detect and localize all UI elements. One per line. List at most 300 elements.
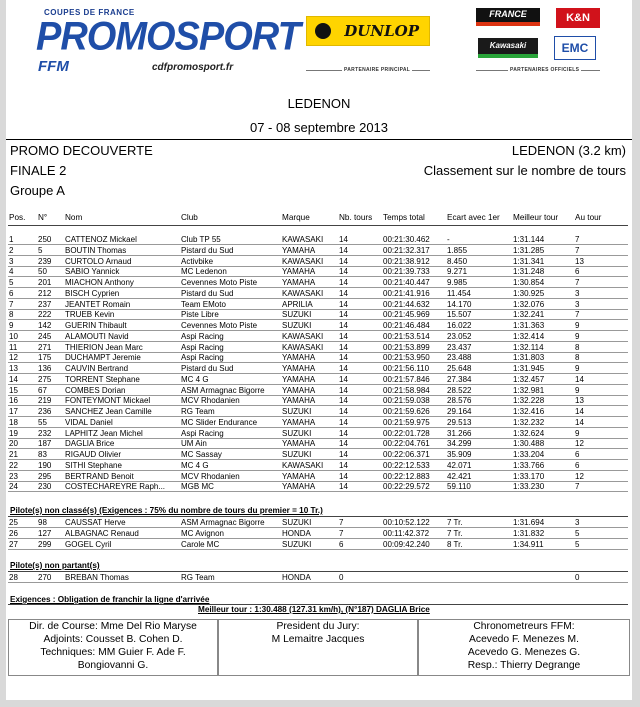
col-brand: YAMAHA	[282, 385, 316, 395]
col-laps: 14	[339, 245, 348, 255]
col-name: BISCH Cyprien	[65, 288, 120, 298]
col-number: 232	[38, 428, 52, 438]
track-info: LEDENON (3.2 km)	[511, 143, 626, 158]
col-laps: 7	[339, 518, 344, 527]
col-pos: 14	[9, 374, 18, 384]
event-dates: 07 - 08 septembre 2013	[249, 120, 389, 135]
col-best-lap-number: 7	[575, 278, 580, 287]
col-best-lap-number: 9	[575, 428, 580, 438]
col-pos: 8	[9, 310, 14, 320]
col-number: 127	[38, 528, 52, 538]
col-total-time: 00:21:59.626	[383, 407, 430, 416]
col-best-lap-number: 9	[575, 364, 580, 373]
col-laps: 14	[339, 428, 348, 438]
col-best-lap: 1:31.341	[513, 256, 545, 266]
col-brand: KAWASAKI	[282, 331, 324, 341]
col-gap: 29.513	[447, 417, 472, 427]
col-gap: 23.488	[447, 353, 472, 363]
col-total-time: 00:21:45.969	[383, 310, 430, 320]
col-club: Cevennes Moto Piste	[181, 321, 258, 330]
col-number: 270	[38, 573, 52, 582]
col-brand: YAMAHA	[282, 439, 316, 449]
col-name: ALBAGNAC Renaud	[65, 528, 139, 538]
col-gap: 9.985	[447, 278, 468, 287]
col-best-lap: 1:32.241	[513, 310, 545, 320]
col-total-time: 00:11:42.372	[383, 528, 430, 538]
col-best-lap-number: 14	[575, 407, 584, 416]
timekeepers-1: Acevedo F. Menezes M.	[469, 634, 579, 645]
results-sheet	[6, 0, 632, 700]
col-club: MCV Rhodanien	[181, 396, 240, 406]
col-brand: KAWASAKI	[282, 288, 324, 298]
col-brand: KAWASAKI	[282, 256, 324, 266]
col-gap: 23.052	[447, 331, 472, 341]
col-pos: 28	[9, 573, 18, 582]
col-brand: SUZUKI	[282, 539, 312, 549]
col-total-time: 00:21:59.975	[383, 417, 430, 427]
col-laps: 14	[339, 321, 348, 330]
col-best-lap: 1:31.248	[513, 267, 545, 277]
col-best-lap: 1:32.414	[513, 331, 545, 341]
col-best-lap: 1:32.416	[513, 407, 545, 416]
col-gap: 9.271	[447, 267, 468, 277]
col-gap: 29.164	[447, 407, 472, 416]
col-number: 275	[38, 374, 52, 384]
jury-president: M Lemaitre Jacques	[271, 634, 365, 645]
col-club: Aspi Racing	[181, 353, 224, 363]
col-name: SABIO Yannick	[65, 267, 120, 277]
col-pos: 11	[9, 342, 18, 352]
col-brand: SUZUKI	[282, 321, 312, 330]
col-name: CATTENOZ Mickael	[65, 235, 137, 244]
col-best-lap-number: 9	[575, 385, 580, 395]
col-total-time: 00:21:59.038	[383, 396, 430, 406]
col-pos: 1	[9, 235, 14, 244]
col-total-time: 00:22:04.761	[383, 439, 430, 449]
col-gap: 59.110	[447, 482, 471, 492]
col-club-header: Club	[181, 213, 198, 222]
col-name: CAUVIN Bertrand	[65, 364, 129, 373]
classification-type: Classement sur le nombre de tours	[423, 163, 626, 178]
col-name: COMBES Dorian	[65, 385, 126, 395]
col-name: BREBAN Thomas	[65, 573, 129, 582]
col-number: 237	[38, 299, 52, 309]
col-name: BOUTIN Thomas	[65, 245, 127, 255]
col-pos: 21	[9, 450, 18, 459]
col-club: Aspi Racing	[181, 331, 224, 341]
col-name: THIERION Jean Marc	[65, 342, 143, 352]
france-equipement-text: FRANCE	[489, 9, 527, 19]
col-club: Piste Libre	[181, 310, 219, 320]
col-total-time: 00:21:41.916	[383, 288, 430, 298]
col-best-lap: 1:31.694	[513, 518, 545, 527]
col-name: TORRENT Stephane	[65, 374, 140, 384]
col-brand: YAMAHA	[282, 267, 316, 277]
col-best-lap-number: 12	[575, 439, 584, 449]
col-gap: 42.421	[447, 471, 472, 481]
col-club: MC Sassay	[181, 450, 222, 459]
logo-tagline: COUPES DE FRANCE	[44, 8, 135, 17]
col-laps: 7	[339, 528, 344, 538]
col-brand: YAMAHA	[282, 353, 316, 363]
col-club: MC Avignon	[181, 528, 224, 538]
col-gap: 16.022	[447, 321, 472, 330]
col-pos: 27	[9, 539, 18, 549]
col-total-time: 00:22:06.371	[383, 450, 430, 459]
col-gap: 42.071	[447, 460, 472, 470]
col-total-time: 00:22:12.533	[383, 460, 430, 470]
col-brand: HONDA	[282, 573, 311, 582]
col-pos: 16	[9, 396, 18, 406]
col-gap: 28.576	[447, 396, 472, 406]
col-laps: 14	[339, 256, 348, 266]
col-number: 250	[38, 235, 52, 244]
col-laps: 14	[339, 460, 348, 470]
col-number: 230	[38, 482, 52, 492]
col-brand: YAMAHA	[282, 396, 316, 406]
col-name: CURTOLO Arnaud	[65, 256, 132, 266]
col-name: SANCHEZ Jean Camille	[65, 407, 152, 416]
col-best-lap-number: 6	[575, 460, 580, 470]
col-name: JEANTET Romain	[65, 299, 131, 309]
col-gap: 8 Tr.	[447, 539, 463, 549]
col-number: 190	[38, 460, 52, 470]
col-total-time: 00:22:01.728	[383, 428, 430, 438]
col-total-time: 00:21:56.110	[383, 364, 430, 373]
col-club: MC 4 G	[181, 374, 209, 384]
col-pos-header: Pos.	[9, 213, 26, 222]
col-number: 299	[38, 539, 52, 549]
col-number: 295	[38, 471, 52, 481]
col-pos: 19	[9, 428, 18, 438]
col-number: 219	[38, 396, 52, 406]
col-number: 50	[38, 267, 47, 277]
col-best-lap-number: 14	[575, 417, 584, 427]
col-best-lap: 1:33.170	[513, 471, 545, 481]
col-pos: 6	[9, 288, 14, 298]
col-total-time: 00:21:40.447	[383, 278, 430, 287]
col-brand: KAWASAKI	[282, 235, 324, 244]
col-total-time: 00:21:38.912	[383, 256, 430, 266]
row-divider	[8, 549, 628, 550]
col-club: Aspi Racing	[181, 428, 224, 438]
col-total-time: 00:21:44.632	[383, 299, 430, 309]
col-best-lap: 1:34.911	[513, 539, 544, 549]
col-brand: YAMAHA	[282, 471, 316, 481]
col-best-lap: 1:33.766	[513, 460, 545, 470]
col-best-lap-number: 3	[575, 518, 580, 527]
col-best-lap: 1:32.076	[513, 299, 545, 309]
col-laps: 14	[339, 450, 348, 459]
col-best-lap-number: 7	[575, 310, 580, 320]
col-brand-header: Marque	[282, 213, 310, 222]
col-club: MCV Rhodanien	[181, 471, 240, 481]
col-number: 5	[38, 245, 43, 255]
col-best-lap-number: 3	[575, 299, 580, 309]
col-laps: 14	[339, 342, 348, 352]
col-laps: 6	[339, 539, 344, 549]
col-name: ALAMOUTI Navid	[65, 331, 129, 341]
col-number: 239	[38, 256, 52, 266]
category-title: PROMO DECOUVERTE	[10, 143, 153, 158]
col-name: TRUEB Kevin	[65, 310, 115, 320]
col-club: Pistard du Sud	[181, 245, 234, 255]
col-gap: 7 Tr.	[447, 518, 463, 527]
col-gap: 28.522	[447, 385, 472, 395]
ffm-logo: FFM	[38, 58, 69, 75]
col-total-time: 00:21:53.899	[383, 342, 430, 352]
col-total-time: 00:21:39.733	[383, 267, 430, 277]
col-number: 175	[38, 353, 52, 363]
col-laps: 14	[339, 331, 348, 341]
col-total-time: 00:22:12.883	[383, 471, 430, 481]
logo-stripe	[478, 54, 538, 58]
col-laps: 14	[339, 396, 348, 406]
col-pos: 24	[9, 482, 18, 492]
col-total-time: 00:09:42.240	[383, 539, 430, 549]
col-name: VIDAL Daniel	[65, 417, 113, 427]
dunlop-logo	[306, 16, 430, 46]
jury-box	[218, 619, 418, 676]
col-best-lap-number: 8	[575, 342, 580, 352]
col-total-time: 00:21:53.514	[383, 331, 430, 341]
col-pos: 9	[9, 321, 14, 330]
row-divider	[8, 491, 628, 492]
col-brand: YAMAHA	[282, 417, 316, 427]
col-name: DUCHAMPT Jeremie	[65, 353, 141, 363]
col-laps: 14	[339, 235, 348, 244]
col-total-time: 00:21:46.484	[383, 321, 430, 330]
col-best-lap-number: 5	[575, 539, 580, 549]
col-number: 271	[38, 342, 52, 352]
col-laps-header: Nb. tours	[339, 213, 373, 222]
col-best-lap: 1:30.854	[513, 278, 545, 287]
col-number: 201	[38, 278, 52, 287]
col-total-time-header: Temps total	[383, 213, 425, 222]
col-laps: 14	[339, 353, 348, 363]
website-url: cdfpromosport.fr	[152, 62, 234, 73]
col-number: 222	[38, 310, 52, 320]
logo-wordmark: PROMOSPORT	[36, 14, 300, 60]
col-total-time: 00:21:32.317	[383, 245, 430, 255]
race-title: FINALE 2	[10, 163, 67, 178]
col-laps: 14	[339, 385, 348, 395]
col-brand: APRILIA	[282, 299, 313, 309]
col-name: CAUSSAT Herve	[65, 518, 126, 527]
col-name: COSTECHAREYRE Raph...	[65, 482, 166, 492]
col-laps: 14	[339, 482, 348, 492]
kawasaki-text: Kawasaki	[489, 41, 527, 50]
col-pos: 22	[9, 460, 18, 470]
official-partners-label: PARTENAIRES OFFICIELS	[510, 67, 580, 73]
deputies: Adjoints: Cousset B. Cohen D.	[43, 634, 183, 645]
col-name: GOGEL Cyril	[65, 539, 112, 549]
col-pos: 25	[9, 518, 18, 527]
col-best-lap-number: 14	[575, 374, 584, 384]
col-total-time: 00:21:57.846	[383, 374, 430, 384]
not-started-title: Pilote(s) non partant(s)	[10, 561, 100, 570]
not-classified-title: Pilote(s) non classé(s) (Exigences : 75% du nombre de tours du premier = 10 Tr.)	[10, 506, 323, 515]
col-number: 142	[38, 321, 52, 330]
divider	[8, 516, 628, 517]
col-best-lap: 1:30.925	[513, 288, 545, 298]
col-gap: 15.507	[447, 310, 472, 320]
col-best-lap: 1:31.945	[513, 364, 545, 373]
col-total-time: 00:21:30.462	[383, 235, 430, 244]
col-pos: 10	[9, 331, 18, 341]
col-club: UM Ain	[181, 439, 207, 449]
kawasaki-logo	[478, 38, 538, 54]
col-brand: YAMAHA	[282, 364, 316, 373]
col-gap: -	[447, 235, 450, 244]
col-laps: 14	[339, 417, 348, 427]
race-director: Dir. de Course: Mme Del Rio Maryse	[29, 621, 197, 632]
col-number: 236	[38, 407, 52, 416]
col-name-header: Nom	[65, 213, 83, 222]
divider	[8, 571, 628, 572]
col-pos: 26	[9, 528, 18, 538]
col-gap: 31.266	[447, 428, 472, 438]
divider	[6, 139, 632, 140]
col-laps: 14	[339, 288, 348, 298]
col-laps: 14	[339, 439, 348, 449]
kn-logo: K&N	[556, 8, 600, 28]
col-name: SITHI Stephane	[65, 460, 122, 470]
col-club: MC 4 G	[181, 460, 209, 470]
col-best-lap: 1:32.457	[513, 374, 545, 384]
row-divider	[8, 582, 628, 583]
col-name: BERTRAND Benoit	[65, 471, 134, 481]
best-lap-note: Meilleur tour : 1:30.488 (127.31 km/h), (N°187) DAGLIA Brice	[198, 605, 430, 614]
emc-logo: EMC	[554, 36, 596, 60]
col-laps: 14	[339, 299, 348, 309]
col-number: 212	[38, 288, 52, 298]
col-club: MC Ledenon	[181, 267, 227, 277]
timekeepers-resp: Resp.: Thierry Degrange	[467, 660, 581, 671]
promosport-logo	[34, 8, 300, 75]
jury-label: President du Jury:	[276, 621, 360, 632]
col-best-lap-number: 6	[575, 267, 580, 277]
col-laps: 14	[339, 374, 348, 384]
col-name: FONTEYMONT Mickael	[65, 396, 151, 406]
col-brand: YAMAHA	[282, 278, 316, 287]
col-name: MIACHON Anthony	[65, 278, 134, 287]
col-gap: 7 Tr.	[447, 528, 463, 538]
col-brand: SUZUKI	[282, 428, 312, 438]
col-best-lap: 1:32.114	[513, 342, 544, 352]
col-gap-header: Ecart avec 1er	[447, 213, 500, 222]
col-best-lap: 1:32.232	[513, 417, 545, 427]
col-pos: 4	[9, 267, 14, 277]
col-best-lap: 1:32.981	[513, 385, 545, 395]
col-best-lap-number: 9	[575, 331, 580, 341]
col-best-lap-number: 3	[575, 288, 580, 298]
col-gap: 34.299	[447, 439, 472, 449]
col-best-lap-header: Meilleur tour	[513, 213, 559, 222]
col-club: Club TP 55	[181, 235, 221, 244]
col-best-lap-number: 6	[575, 450, 580, 459]
col-laps: 14	[339, 267, 348, 277]
requirements-note: Exigences : Obligation de franchir la ligne d'arrivée	[10, 595, 210, 604]
col-name: RIGAUD Olivier	[65, 450, 122, 459]
col-laps: 14	[339, 278, 348, 287]
col-club: MC Slider Endurance	[181, 417, 258, 427]
col-number: 83	[38, 450, 47, 459]
col-brand: YAMAHA	[282, 482, 316, 492]
col-pos: 23	[9, 471, 18, 481]
col-brand: SUZUKI	[282, 310, 312, 320]
col-club: RG Team	[181, 407, 215, 416]
col-pos: 18	[9, 417, 18, 427]
col-gap: 1.855	[447, 245, 468, 255]
col-best-lap-number: 9	[575, 321, 580, 330]
col-club: MGB MC	[181, 482, 214, 492]
timekeepers-box	[418, 619, 630, 676]
dunlop-arrow-icon	[315, 23, 331, 39]
col-best-lap-number-header: Au tour	[575, 213, 602, 222]
col-club: Pistard du Sud	[181, 364, 234, 373]
col-number-header: N°	[38, 213, 48, 222]
col-number: 187	[38, 439, 52, 449]
col-pos: 2	[9, 245, 14, 255]
col-brand: HONDA	[282, 528, 311, 538]
col-club: Team EMoto	[181, 299, 226, 309]
col-total-time: 00:22:29.572	[383, 482, 430, 492]
col-best-lap: 1:32.624	[513, 428, 545, 438]
col-brand: YAMAHA	[282, 245, 316, 255]
col-club: Activbike	[181, 256, 214, 266]
col-pos: 3	[9, 256, 14, 266]
col-gap: 27.384	[447, 374, 472, 384]
col-number: 55	[38, 417, 47, 427]
timekeepers-2: Acevedo G. Menezes G.	[467, 647, 581, 658]
col-club: Carole MC	[181, 539, 220, 549]
france-equipement-logo	[476, 8, 540, 26]
col-gap: 23.437	[447, 342, 472, 352]
col-pos: 13	[9, 364, 18, 373]
main-partner-label: PARTENAIRE PRINCIPAL	[344, 67, 411, 73]
col-best-lap: 1:32.228	[513, 396, 545, 406]
col-club: RG Team	[181, 573, 215, 582]
technical-officials: Techniques: MM Guier F. Ade F.	[40, 647, 186, 658]
col-brand: SUZUKI	[282, 450, 312, 459]
col-best-lap: 1:31.285	[513, 245, 545, 255]
col-club: Cevennes Moto Piste	[181, 278, 258, 287]
col-best-lap: 1:30.488	[513, 439, 545, 449]
col-best-lap: 1:33.204	[513, 450, 545, 459]
col-name: LAPHITZ Jean Michel	[65, 428, 143, 438]
col-best-lap-number: 7	[575, 235, 580, 244]
col-gap: 11.454	[447, 288, 471, 298]
col-best-lap: 1:31.803	[513, 353, 545, 363]
col-brand: KAWASAKI	[282, 342, 324, 352]
col-best-lap-number: 13	[575, 396, 584, 406]
col-laps: 14	[339, 407, 348, 416]
col-pos: 7	[9, 299, 14, 309]
col-best-lap-number: 13	[575, 256, 584, 266]
col-best-lap-number: 12	[575, 471, 584, 481]
col-total-time: 00:21:53.950	[383, 353, 430, 363]
col-club: Pistard du Sud	[181, 288, 234, 298]
col-club: Aspi Racing	[181, 342, 224, 352]
col-best-lap: 1:33.230	[513, 482, 545, 492]
col-pos: 15	[9, 385, 18, 395]
col-brand: SUZUKI	[282, 407, 312, 416]
col-total-time: 00:10:52.122	[383, 518, 430, 527]
technical-officials-cont: Bongiovanni G.	[77, 660, 149, 671]
col-pos: 20	[9, 439, 18, 449]
col-pos: 17	[9, 407, 18, 416]
